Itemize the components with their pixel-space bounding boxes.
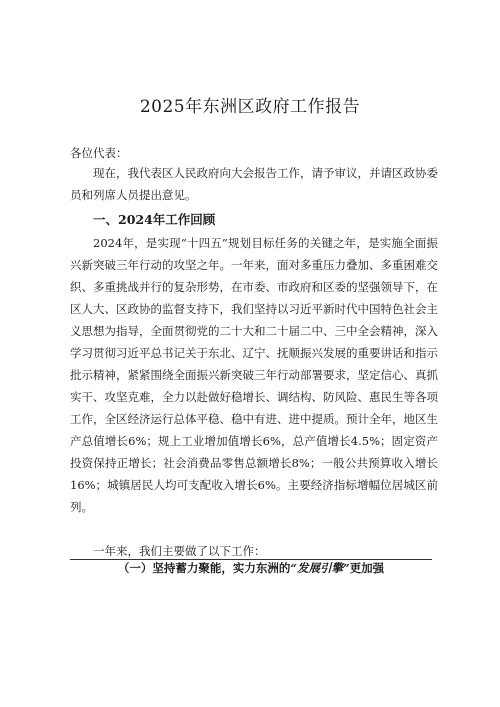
subsection-heading-quote: “发展引擎” — [290, 561, 350, 575]
closing-line: 一年来，我们主要做了以下工作： — [93, 544, 266, 558]
subsection-heading-prefix: （一）坚持蓄力聚能，实力东洲的 — [117, 561, 291, 575]
page-title: 2025年东洲区政府工作报告 — [139, 97, 361, 117]
subsection-heading — [70, 560, 432, 576]
review-paragraph: 2024年，是实现“十四五”规划目标任务的关键之年，是实施全面振兴新突破三年行动的攻坚之年。一年来，面对多重压力叠加、多重困难交织、多重挑战并行的复杂形势，在市委、市政府和区委的坚强领导下，在区人大、区政协的监督支持下，我们坚持以习近平新时代中国特色社会主义思想为指导，全面贯彻党的二十大和二十届二中、三中全会精神，深入学习贯彻习近平总书记关于东北、辽宁、抚顺振兴发展的重要讲话和指示批示精神，紧紧围绕全面振兴新突破三年行动部署要求，坚定信心、真抓实干、攻坚克难，全力以赴做好稳增长、调结构、防风险、惠民生等各项工作，全区经济运行总体平稳、稳中有进、进中提质。预计全年，地区生产总值增长6%；规上工业增加值增长6%，总产值增长4.5%；固定资产投资保持正增长；社会消费品零售总额增长8%；一般公共预算收入增长16%；城镇居民人均可支配收入增长6%。主要经济指标增幅位居城区前列。 — [70, 236, 438, 514]
subsection-heading-suffix: 更加强 — [349, 561, 385, 575]
section-heading: 一、2024年工作回顾 — [93, 212, 216, 227]
salutation: 各位代表： — [70, 146, 128, 160]
intro-paragraph: 现在，我代表区人民政府向大会报告工作，请予审议，并请区政协委员和列席人员提出意见。 — [70, 166, 438, 202]
